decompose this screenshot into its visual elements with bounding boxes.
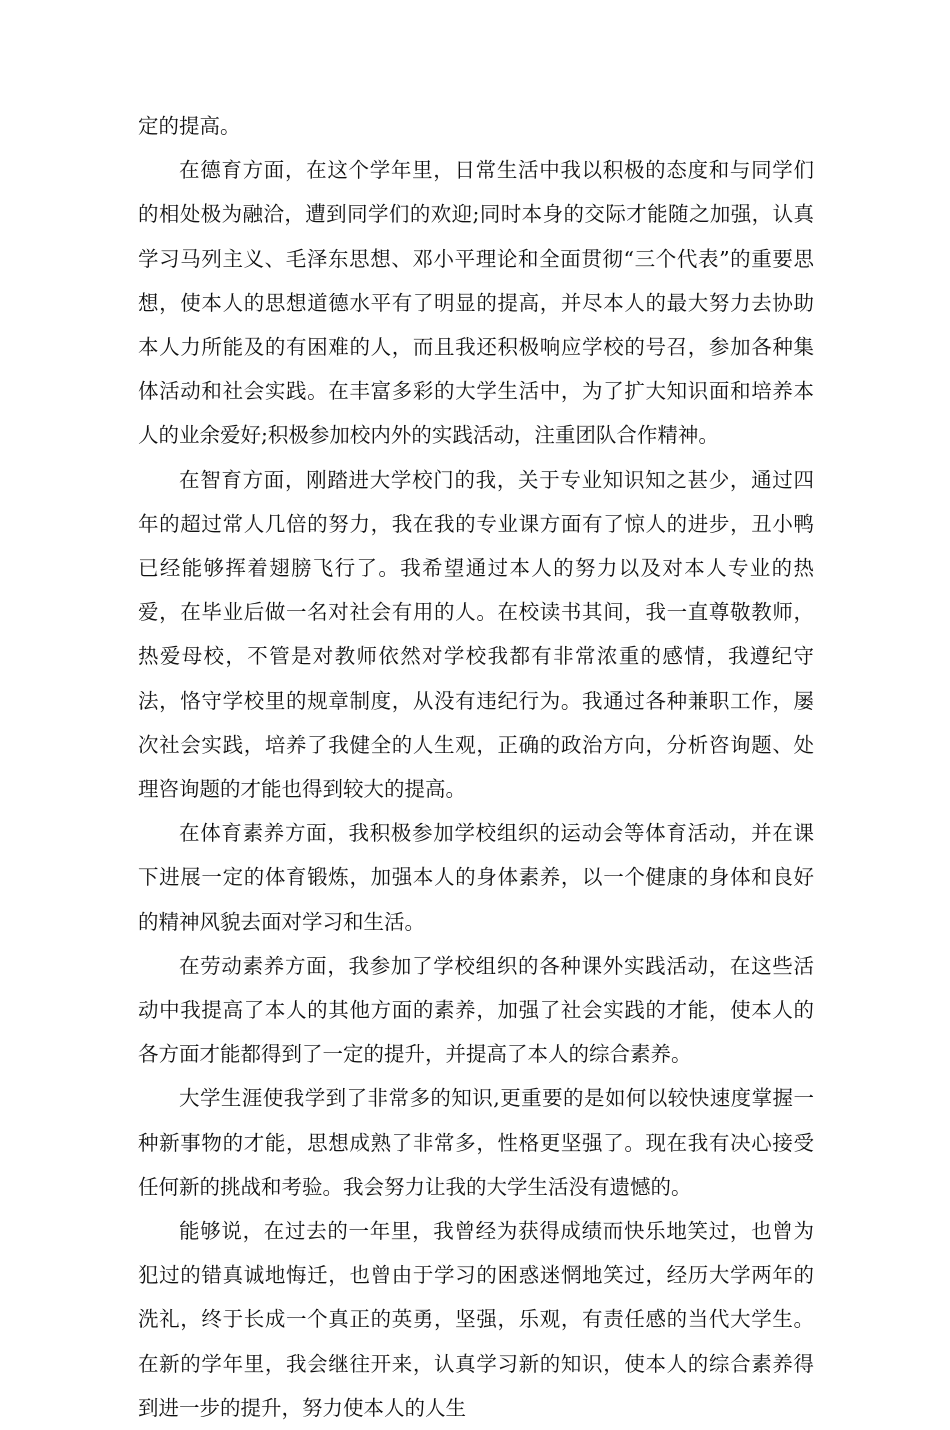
document-page (138, 104, 814, 1430)
paragraph-continuation: 定的提高。 (138, 114, 241, 138)
paragraph-labor-education: 在劳动素养方面，我参加了学校组织的各种课外实践活动，在这些活动中我提高了本人的其他方面的素养，加强了社会实践的才能，使本人的各方面才能都得到了一定的提升，并提高了本人的综合素养。 (138, 953, 814, 1067)
paragraph-moral-education: 在德育方面，在这个学年里，日常生活中我以积极的态度和与同学们的相处极为融洽，遭到同学们的欢迎;同时本身的交际才能随之加强，认真学习马列主义、毛泽东思想、邓小平理论和全面贯彻“三个代表”的重要思想，使本人的思想道德水平有了明显的提高，并尽本人的最大努力去协助本人力所能及的有困难的人，而且我还积极响应学校的号召，参加各种集体活动和社会实践。在丰富多彩的大学生活中，为了扩大知识面和培养本人的业余爱好;积极参加校内外的实践活动，注重团队合作精神。 (138, 158, 814, 448)
paragraph-intellectual-education: 在智育方面，刚踏进大学校门的我，关于专业知识知之甚少，通过四年的超过常人几倍的努力，我在我的专业课方面有了惊人的进步，丑小鸭已经能够挥着翅膀飞行了。我希望通过本人的努力以及对本人专业的热爱，在毕业后做一名对社会有用的人。在校读书其间，我一直尊敬教师，热爱母校，不管是对教师依然对学校我都有非常浓重的感情，我遵纪守法，恪守学校里的规章制度，从没有违纪行为。我通过各种兼职工作，屡次社会实践，培养了我健全的人生观，正确的政治方向，分析咨询题、处理咨询题的才能也得到较大的提高。 (138, 467, 814, 802)
paragraph-outlook: 能够说，在过去的一年里，我曾经为获得成绩而快乐地笑过，也曾为犯过的错真诚地悔迁，也曾由于学习的困惑迷惘地笑过，经历大学两年的洗礼，终于长成一个真正的英勇，坚强，乐观，有责任感的当代大学生。在新的学年里，我会继往开来，认真学习新的知识，使本人的综合素养得到进一步的提升，努力使本人的人生 (138, 1219, 814, 1420)
paragraph-university-summary: 大学生涯使我学到了非常多的知识,更重要的是如何以较快速度掌握一种新事物的才能，思想成熟了非常多，性格更坚强了。现在我有决心接受任何新的挑战和考验。我会努力让我的大学生活没有遗憾的。 (138, 1086, 814, 1199)
paragraph-physical-education: 在体育素养方面，我积极参加学校组织的运动会等体育活动，并在课下进展一定的体育锻炼，加强本人的身体素养，以一个健康的身体和良好的精神风貌去面对学习和生活。 (138, 821, 814, 934)
